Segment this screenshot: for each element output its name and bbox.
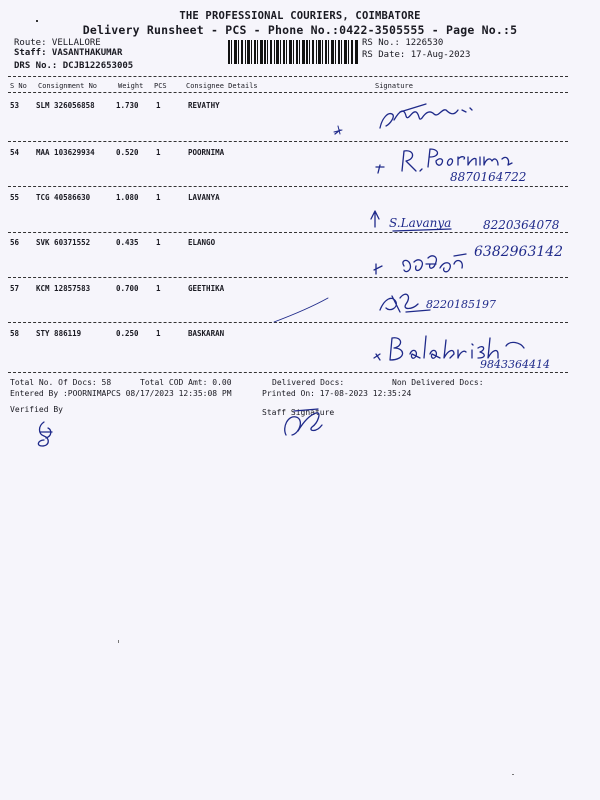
row-weight: 0.700 [116,284,139,293]
verified-by: Verified By [10,405,63,414]
row-weight: 0.250 [116,329,139,338]
scan-speck [512,774,514,775]
col-pcs: PCS [154,82,167,90]
delivered-docs: Delivered Docs: [272,378,345,387]
total-cod: Total COD Amt: 0.00 [140,378,232,387]
row-pcs: 1 [156,238,161,247]
pen-mark [270,290,360,330]
drs-number: DRS No.: DCJB122653005 [14,61,134,71]
signature-image [365,205,585,237]
rs-number: RS No.: 1226530 [362,38,444,48]
svg-text:S.Lavanya: S.Lavanya [389,216,452,230]
row-consignee: BASKARAN [188,329,225,338]
scan-speck [118,640,119,643]
company-title: THE PROFESSIONAL COURIERS, COIMBATORE [179,10,421,22]
row-pcs: 1 [156,193,161,202]
route-label: Route: VELLALORE [14,38,101,48]
signature-image [370,282,570,322]
staff-signature-image [278,405,338,441]
row-consignment: TCG 40586630 [36,193,91,202]
col-sno: S No [10,82,27,90]
pen-mark [270,120,390,140]
staff-signature-label: Staff Signature [262,408,335,417]
svg-text:6382963142: 6382963142 [474,244,564,260]
svg-text:9843364414: 9843364414 [480,358,550,370]
row-rule [8,186,568,187]
non-delivered-docs: Non Delivered Docs: [392,378,484,387]
row-consignment: KCM 12857583 [36,284,91,293]
barcode-image [228,40,358,64]
col-weight: Weight [118,82,144,90]
svg-text:8220364078: 8220364078 [483,218,560,232]
row-sno: 58 [10,329,20,338]
row-consignment: MAA 103629934 [36,148,95,157]
row-sno: 53 [10,101,20,110]
row-consignee: REVATHY [188,101,220,110]
runsheet-subtitle: Delivery Runsheet - PCS - Phone No.:0422-3505555 - Page No.:5 [82,23,518,37]
row-consignee: LAVANYA [188,193,220,202]
col-consignment: Consignment No [38,82,98,90]
row-pcs: 1 [156,101,161,110]
total-docs: Total No. Of Docs: 58 [10,378,112,387]
row-pcs: 1 [156,148,161,157]
row-weight: 0.520 [116,148,139,157]
row-consignment: SVK 60371552 [36,238,91,247]
signature-image [370,240,585,280]
verified-signature-image [30,418,60,450]
row-weight: 1.080 [116,193,139,202]
row-consignee: GEETHIKA [188,284,225,293]
row-consignee: ELANGO [188,238,216,247]
table-bottom-rule [8,372,568,373]
row-sno: 56 [10,238,20,247]
row-consignment: STY 886119 [36,329,82,338]
svg-text:8220185197: 8220185197 [426,298,496,311]
scan-speck [36,20,38,22]
row-weight: 1.730 [116,101,139,110]
row-rule [8,141,568,142]
row-pcs: 1 [156,284,161,293]
row-sno: 55 [10,193,20,202]
row-sno: 54 [10,148,20,157]
printed-on: Printed On: 17-08-2023 12:35:24 [262,389,412,398]
row-sno: 57 [10,284,20,293]
svg-text:8870164722: 8870164722 [450,170,527,183]
staff-label: Staff: VASANTHAKUMAR [14,48,123,58]
row-pcs: 1 [156,329,161,338]
signature-image [370,145,570,183]
entered-by: Entered By :POORNIMAPCS 08/17/2023 12:35:08 PM [10,389,232,398]
table-top-rule [8,76,568,77]
row-consignment: SLM 326056858 [36,101,95,110]
col-consignee: Consignee Details [186,82,258,90]
row-consignee: POORNIMA [188,148,225,157]
signature-image [370,328,570,370]
row-weight: 0.435 [116,238,139,247]
rs-date: RS Date: 17-Aug-2023 [362,50,471,60]
col-signature: Signature [375,82,413,90]
